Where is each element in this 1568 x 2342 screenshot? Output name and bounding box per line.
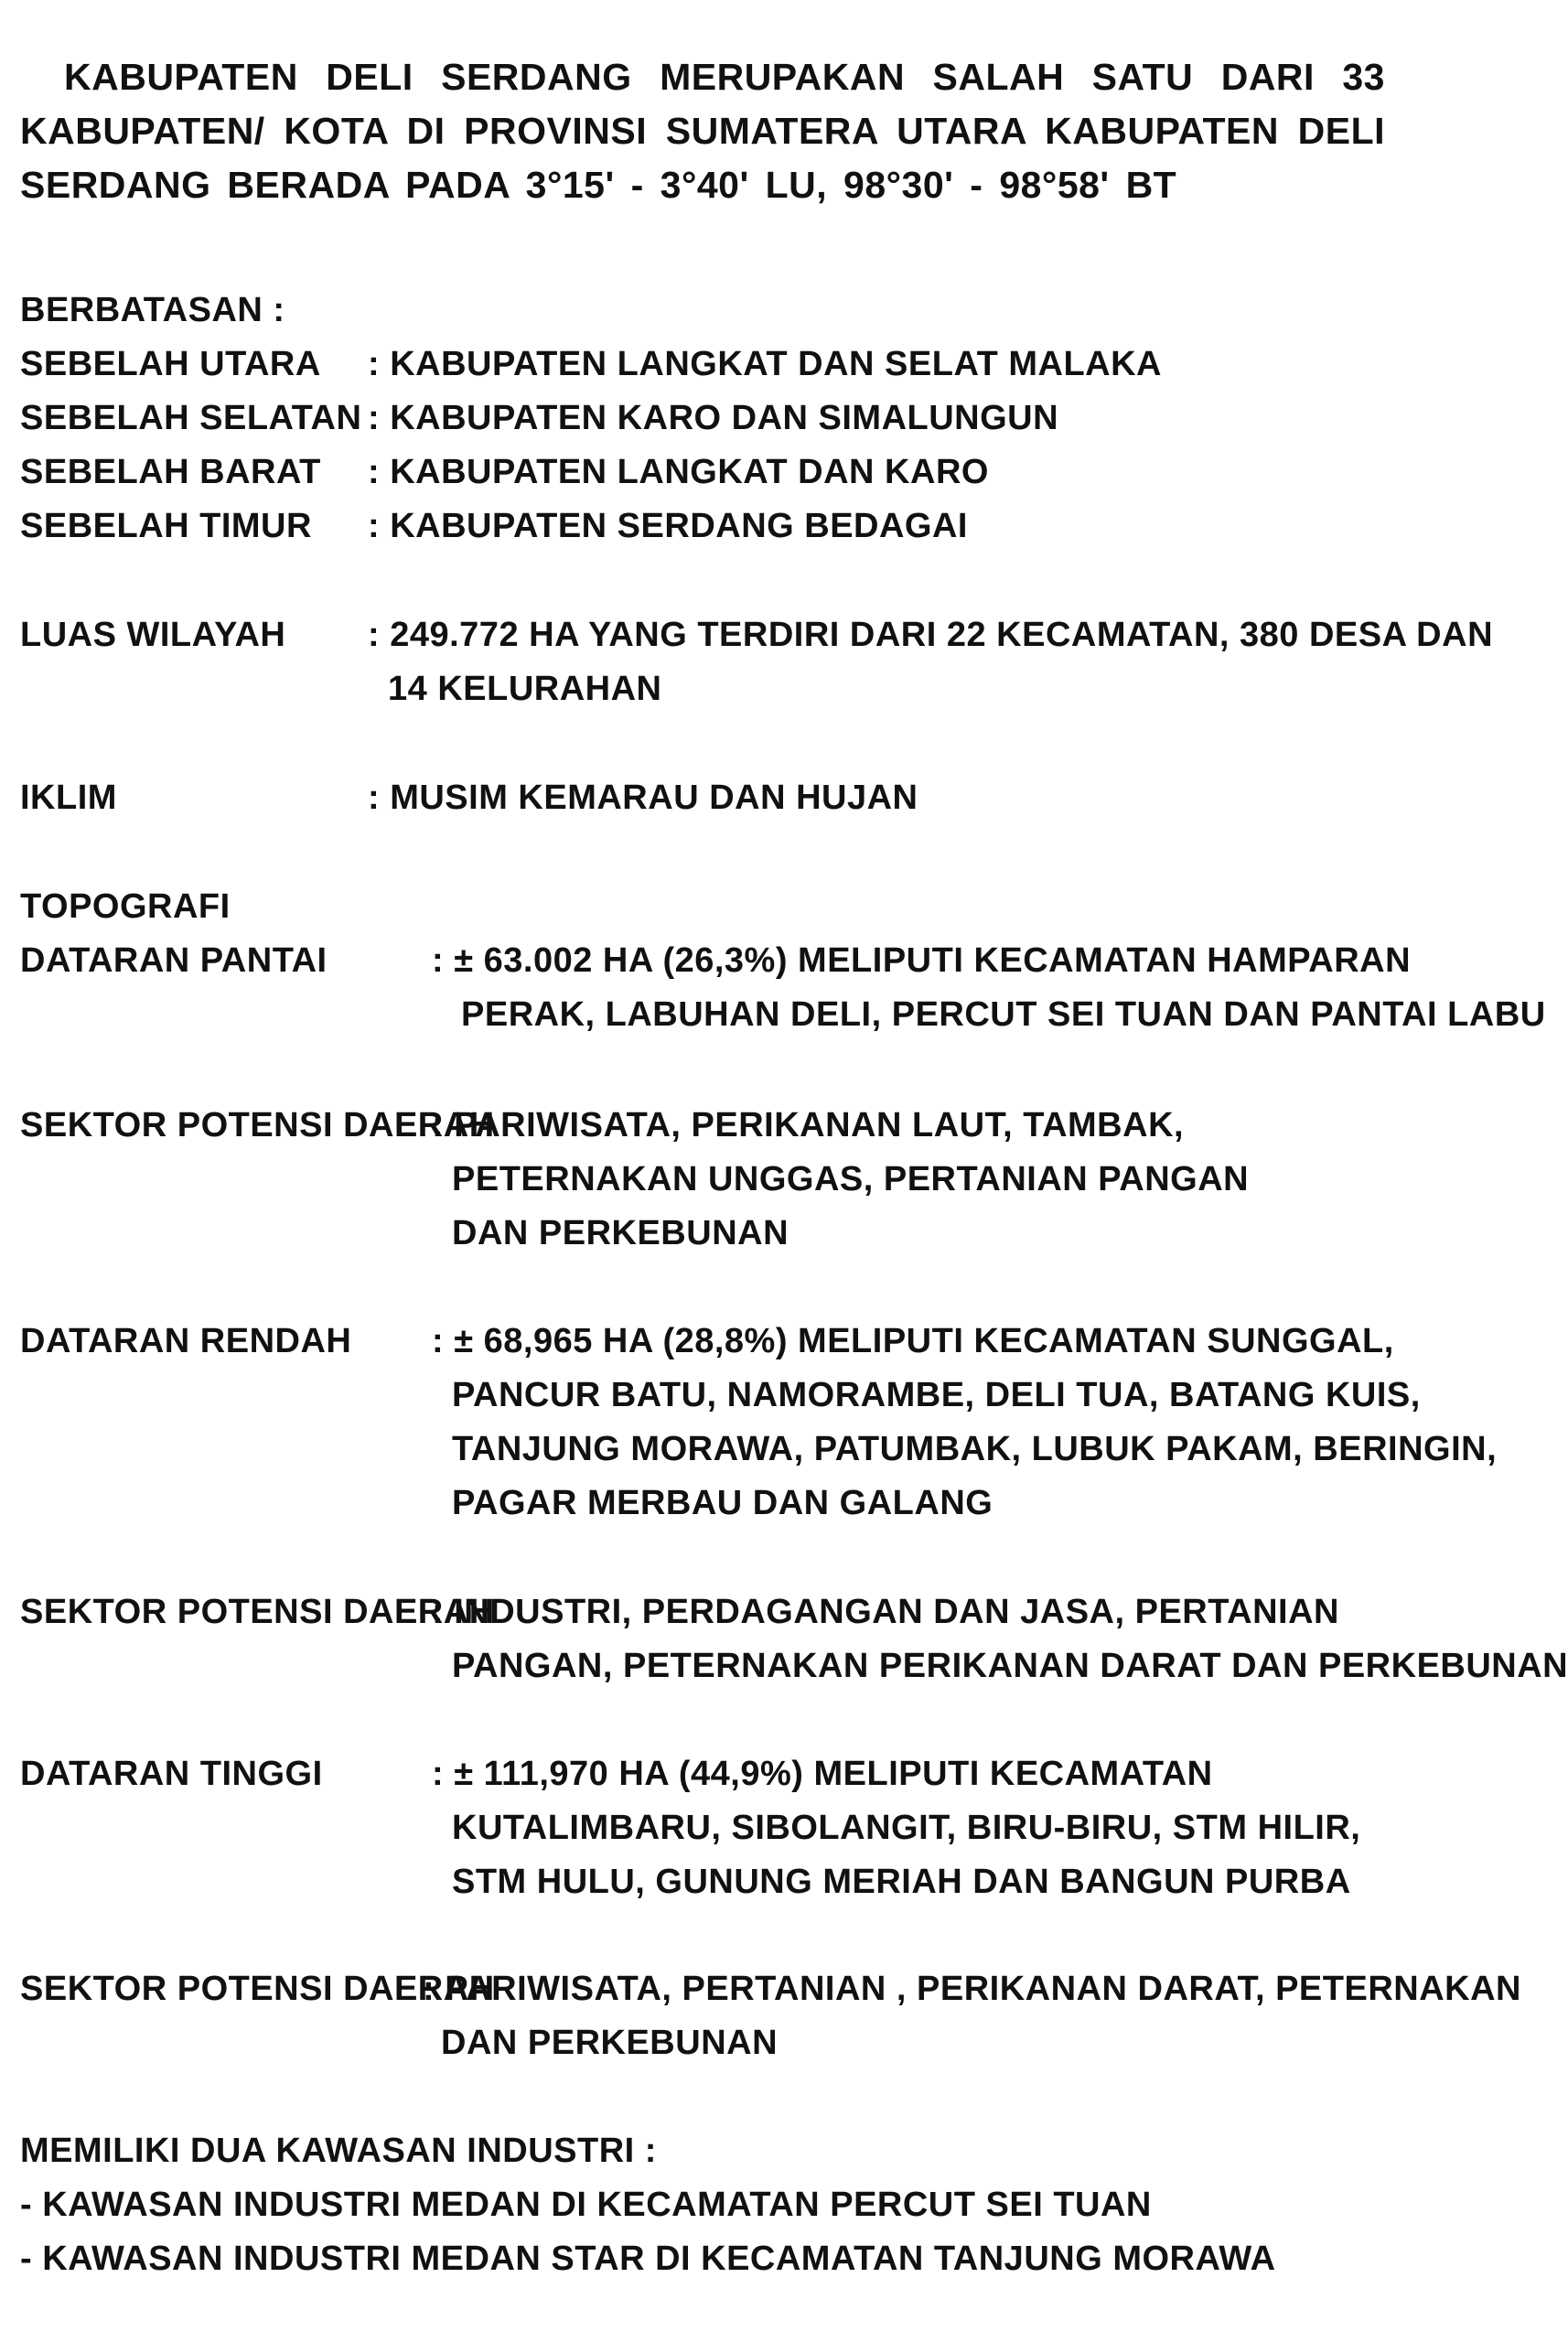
industry-item: - KAWASAN INDUSTRI MEDAN STAR DI KECAMATAN TANJUNG MORAWA [20,2240,1276,2278]
lowland-sector-line1: : INDUSTRI, PERDAGANGAN DAN JASA, PERTANIAN [432,1593,1339,1631]
coastal-plain-label: DATARAN PANTAI [20,941,328,980]
lowland-line1: : ± 68,965 HA (28,8%) MELIPUTI KECAMATAN SUNGGAL, [432,1322,1394,1360]
highland-line1: : ± 111,970 HA (44,9%) MELIPUTI KECAMATAN [432,1755,1213,1793]
lowland-sector-section [20,1585,1568,1693]
coastal-sector-section [20,1099,1385,1261]
industry-item: - KAWASAN INDUSTRI MEDAN DI KECAMATAN PERCUT SEI TUAN [20,2186,1152,2224]
topography-heading: TOPOGRAFI [20,887,231,926]
border-section [20,284,1385,553]
border-heading: BERBATASAN : [20,291,285,329]
border-east-row [20,500,1385,553]
border-north-row [20,338,1385,392]
border-west-value: : KABUPATEN LANGKAT DAN KARO [368,453,989,491]
highland-line3: STM HULU, GUNUNG MERIAH DAN BANGUN PURBA [452,1863,1351,1901]
coastal-sector-label: SEKTOR POTENSI DAERAH [20,1106,495,1144]
highland-sector-section [20,1962,1521,2070]
climate-value: : MUSIM KEMARAU DAN HUJAN [368,779,918,817]
highland-sector-label: SEKTOR POTENSI DAERAH [20,1970,495,2008]
climate-label: IKLIM [20,779,117,817]
document-page [20,50,1568,2278]
lowland-line2: PANCUR BATU, NAMORAMBE, DELI TUA, BATANG KUIS, [452,1376,1421,1414]
border-west-label: SEBELAH BARAT [20,453,321,491]
highland-section [20,1747,1385,1909]
coastal-plain-line1: : ± 63.002 HA (26,3%) MELIPUTI KECAMATAN HAMPARAN [432,941,1412,980]
border-south-value: : KABUPATEN KARO DAN SIMALUNGUN [368,399,1059,437]
intro-paragraph: KABUPATEN DELI SERDANG MERUPAKAN SALAH SATU DARI 33 KABUPATEN/ KOTA DI PROVINSI SUMATERA UTARA KABUPATEN DELI SERDANG BERADA PADA 3°15' - 3°40' LU, 98°30' - 98°58' BT [20,56,1385,206]
lowland-section [20,1315,1498,1531]
lowland-label: DATARAN RENDAH [20,1322,352,1360]
area-value-line1: : 249.772 HA YANG TERDIRI DARI 22 KECAMATAN, 380 DESA DAN [368,616,1494,654]
border-south-label: SEBELAH SELATAN [20,399,362,437]
highland-sector-line2: DAN PERKEBUNAN [441,2024,779,2062]
topography-section [20,880,1546,1042]
industry-heading: MEMILIKI DUA KAWASAN INDUSTRI : [20,2132,657,2170]
coastal-sector-line3: DAN PERKEBUNAN [452,1214,789,1252]
border-west-row [20,446,1385,500]
area-label: LUAS WILAYAH [20,616,286,654]
border-north-label: SEBELAH UTARA [20,345,321,383]
coastal-sector-line1: : PARIWISATA, PERIKANAN LAUT, TAMBAK, [432,1106,1185,1144]
coastal-sector-line2: PETERNAKAN UNGGAS, PERTANIAN PANGAN [452,1160,1250,1198]
area-section [20,608,1494,716]
border-east-value: : KABUPATEN SERDANG BEDAGAI [368,507,968,545]
lowland-sector-label: SEKTOR POTENSI DAERAH [20,1593,495,1631]
area-value-line2: 14 KELURAHAN [388,670,662,708]
lowland-sector-line2: PANGAN, PETERNAKAN PERIKANAN DARAT DAN PERKEBUNAN [452,1647,1568,1685]
border-north-value: : KABUPATEN LANGKAT DAN SELAT MALAKA [368,345,1162,383]
highland-label: DATARAN TINGGI [20,1755,323,1793]
climate-section [20,771,1385,825]
highland-sector-line1: : PARIWISATA, PERTANIAN , PERIKANAN DARAT, PETERNAKAN [423,1970,1521,2008]
lowland-line4: PAGAR MERBAU DAN GALANG [452,1484,993,1522]
highland-line2: KUTALIMBARU, SIBOLANGIT, BIRU-BIRU, STM HILIR, [452,1809,1361,1847]
border-south-row [20,392,1385,446]
lowland-line3: TANJUNG MORAWA, PATUMBAK, LUBUK PAKAM, BERINGIN, [452,1430,1498,1468]
coastal-plain-line2: PERAK, LABUHAN DELI, PERCUT SEI TUAN DAN PANTAI LABU [461,995,1546,1034]
industry-section [20,2124,1385,2286]
border-east-label: SEBELAH TIMUR [20,507,312,545]
